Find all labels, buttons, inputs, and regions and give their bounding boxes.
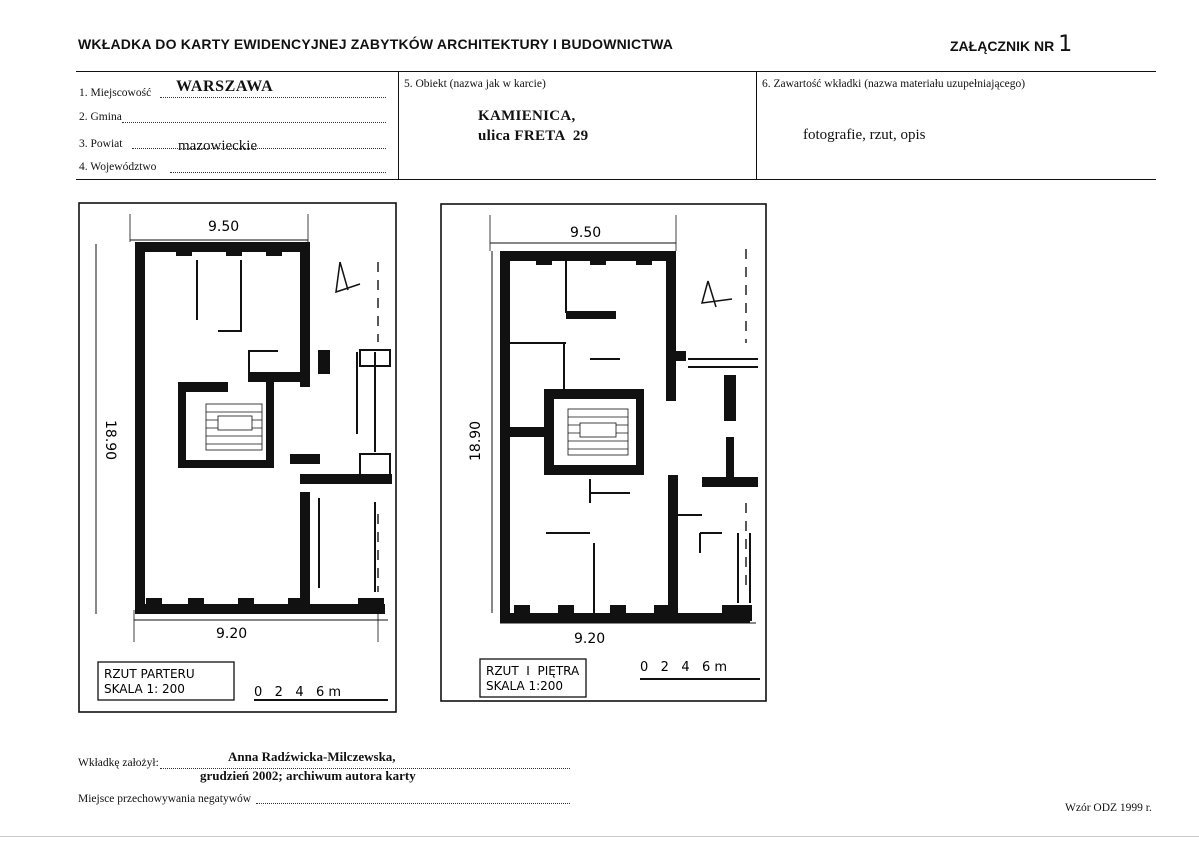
storage-line — [256, 803, 570, 804]
contents-label: 6. Zawartość wkładki (nazwa materiału uzupełniającego) — [762, 78, 1026, 90]
object-address: ulica FRETA 29 — [478, 128, 589, 144]
north-arrow-icon — [702, 281, 732, 307]
width-top-label: 9.50 — [208, 219, 240, 235]
plan-title: RZUT I PIĘTRA — [486, 664, 580, 678]
field-locality-value: WARSZAWA — [176, 78, 274, 95]
field-commune-label: 2. Gmina — [79, 111, 122, 123]
plan-scale: SKALA 1:200 — [486, 679, 564, 693]
object-name: KAMIENICA, — [478, 108, 576, 124]
width-top-label: 9.50 — [570, 225, 602, 241]
form-title: WKŁADKA DO KARTY EWIDENCYJNEJ ZABYTKÓW ARCHITEKTURY I BUDOWNICTWA — [78, 36, 674, 52]
field-voivodeship-label: 4. Województwo — [79, 161, 157, 173]
plan-title: RZUT PARTERU — [104, 667, 195, 681]
annex-label — [950, 32, 1072, 57]
field-locality-line — [160, 97, 386, 98]
storage-label: Miejsce przechowywania negatywów — [78, 793, 252, 805]
field-commune-line — [122, 122, 386, 123]
width-bottom-label: 9.20 — [216, 626, 248, 642]
staircase — [568, 409, 628, 455]
north-arrow-icon — [336, 262, 360, 292]
walls — [500, 251, 758, 623]
author-name: Anna Radźwicka-Milczewska, — [228, 749, 396, 764]
plan-scale: SKALA 1: 200 — [104, 682, 185, 696]
table-bottom-rule — [76, 179, 1156, 180]
first-floor-plan — [440, 203, 768, 703]
walls — [135, 242, 392, 614]
depth-label: 18.90 — [468, 420, 484, 461]
page-bottom-edge — [0, 836, 1199, 837]
annex-label-text: ZAŁĄCZNIK NR — [950, 38, 1055, 54]
field-voivodeship-line — [170, 172, 386, 173]
contents-value: fotografie, rzut, opis — [803, 127, 926, 143]
object-label: 5. Obiekt (nazwa jak w karcie) — [404, 78, 546, 90]
field-district-label: 3. Powiat — [79, 138, 123, 150]
table-divider-1 — [398, 71, 399, 180]
annex-number: 1 — [1058, 32, 1073, 57]
field-district-line — [132, 148, 386, 149]
width-bottom-label: 9.20 — [574, 631, 606, 647]
field-locality-label: 1. Miejscowość — [79, 87, 152, 99]
plan-frame — [441, 204, 766, 701]
scale-bar-label: 0 2 4 6 m — [640, 660, 728, 675]
field-district-value: mazowieckie — [178, 138, 258, 154]
ground-floor-plan — [78, 202, 398, 714]
depth-label: 18.90 — [102, 420, 118, 461]
scale-bar-label: 0 2 4 6 m — [254, 685, 342, 700]
author-details: grudzień 2002; archiwum autora karty — [200, 768, 416, 783]
table-divider-2 — [756, 71, 757, 180]
form-version: Wzór ODZ 1999 r. — [1065, 802, 1152, 814]
table-top-rule — [76, 71, 1156, 72]
author-label: Wkładkę założył: — [78, 757, 159, 769]
staircase — [206, 404, 262, 450]
